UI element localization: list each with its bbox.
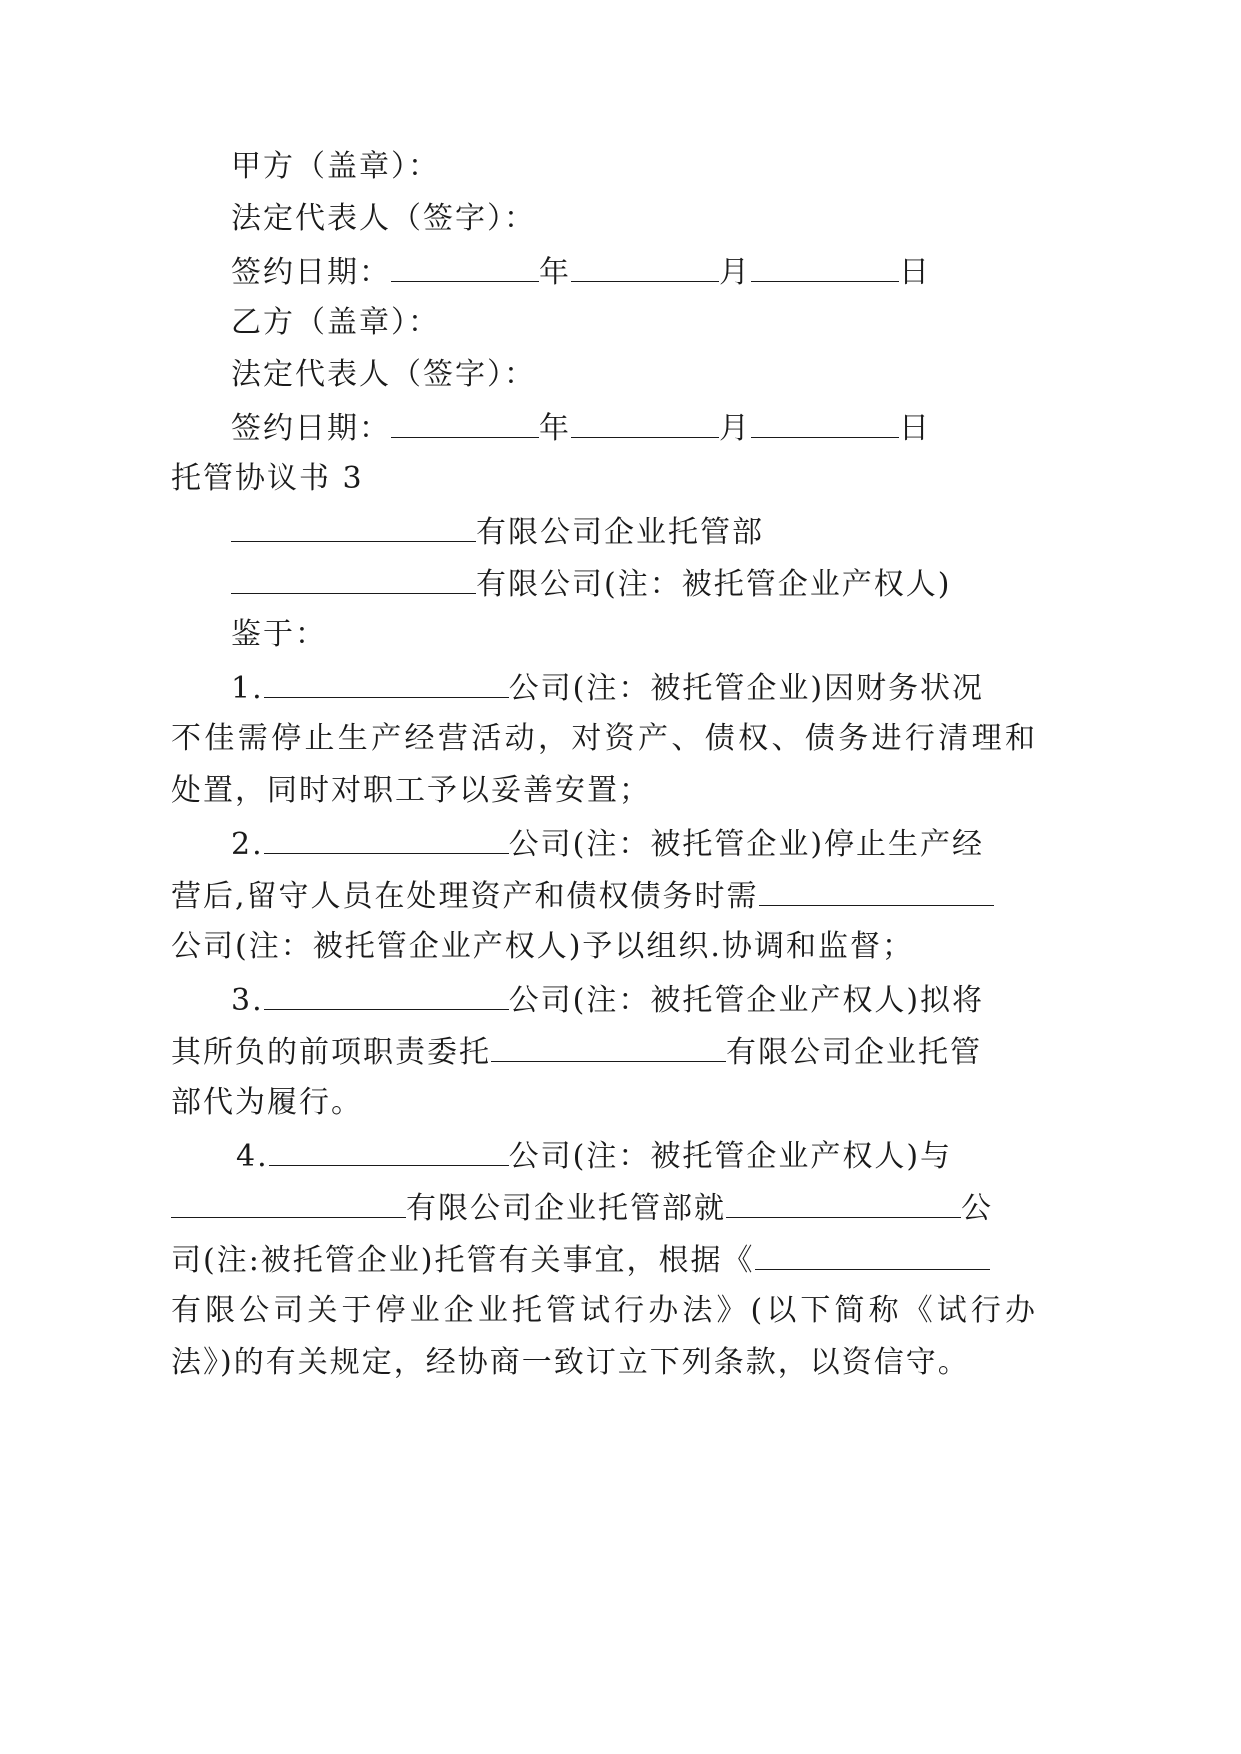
party-line-text: 有限公司企业托管部: [476, 515, 764, 550]
clause-4-line-2: [171, 1187, 993, 1229]
clause-text: 公司(注：被托管企业产权人)与: [508, 1139, 953, 1174]
document-title: 托管协议书 3: [171, 461, 364, 496]
clause-text: 公: [961, 1191, 993, 1226]
party-line-owner: [231, 563, 951, 605]
party-b-seal: 乙方（盖章）：: [231, 305, 440, 340]
clause-2-line-1: [231, 823, 984, 865]
year-blank: [391, 251, 539, 282]
company-name-blank: [269, 1135, 509, 1166]
clause-text: 有限公司企业托管: [726, 1035, 982, 1070]
clause-4-line-5: 法》)的有关规定，经协商一致订立下列条款，以资信守。: [171, 1345, 970, 1380]
sign-date-label: 签约日期：: [231, 255, 391, 290]
clause-4-line-3: [171, 1239, 990, 1281]
party-a-representative: 法定代表人（签字）：: [231, 201, 536, 236]
day-blank: [751, 407, 899, 438]
party-line-text: 有限公司(注：被托管企业产权人): [476, 567, 952, 602]
clause-1-line-2: 不佳需停止生产经营活动，对资产、债权、债务进行清理和: [171, 721, 1037, 756]
month-blank: [571, 251, 719, 282]
company-name-blank: [755, 1239, 990, 1270]
clause-text: 营后,留守人员在处理资产和债权债务时需: [171, 879, 759, 914]
clause-1-line-3: 处置，同时对职工予以妥善安置；: [171, 773, 651, 808]
year-label: 年: [539, 255, 571, 290]
company-name-blank: [171, 1187, 406, 1218]
party-a-seal: 甲方（盖章）：: [231, 149, 440, 184]
company-name-blank: [264, 823, 509, 854]
party-a-sign-date: [231, 251, 931, 293]
clause-number: 2.: [231, 827, 264, 862]
company-name-blank: [264, 667, 509, 698]
clause-text: 司(注:被托管企业)托管有关事宜，根据《: [171, 1243, 755, 1278]
clause-text: 公司(注：被托管企业)停止生产经: [508, 827, 985, 862]
clause-text: 其所负的前项职责委托: [171, 1035, 491, 1070]
month-blank: [571, 407, 719, 438]
company-name-blank: [491, 1031, 726, 1062]
clause-text: 有限公司企业托管部就: [406, 1191, 726, 1226]
clause-1-line-1: [231, 667, 984, 709]
year-blank: [391, 407, 539, 438]
clause-4-line-1: [236, 1135, 952, 1177]
company-name-blank: [759, 875, 994, 906]
party-b-representative: 法定代表人（签字）：: [231, 357, 536, 392]
clause-number: 1.: [231, 671, 264, 706]
company-name-blank: [231, 563, 476, 594]
clause-3-line-1: [231, 979, 984, 1021]
clause-2-line-2: [171, 875, 994, 917]
clause-text: 公司(注：被托管企业)因财务状况: [508, 671, 985, 706]
party-line-trustee: [231, 511, 764, 553]
clause-text: 公司(注：被托管企业产权人)拟将: [508, 983, 985, 1018]
whereas-label: 鉴于：: [231, 617, 327, 652]
clause-number: 3.: [231, 983, 264, 1018]
company-name-blank: [726, 1187, 961, 1218]
month-label: 月: [719, 255, 751, 290]
month-label: 月: [719, 411, 751, 446]
year-label: 年: [539, 411, 571, 446]
clause-4-line-4: 有限公司关于停业企业托管试行办法》(以下简称《试行办: [171, 1293, 1037, 1328]
company-name-blank: [264, 979, 509, 1010]
clause-2-line-3: 公司(注：被托管企业产权人)予以组织.协调和监督；: [171, 929, 914, 964]
party-b-sign-date: [231, 407, 931, 449]
clause-3-line-2: [171, 1031, 982, 1073]
clause-number: 4.: [236, 1139, 269, 1174]
day-label: 日: [899, 411, 931, 446]
clause-3-line-3: 部代为履行。: [171, 1085, 363, 1120]
company-name-blank: [231, 511, 476, 542]
day-label: 日: [899, 255, 931, 290]
day-blank: [751, 251, 899, 282]
sign-date-label: 签约日期：: [231, 411, 391, 446]
